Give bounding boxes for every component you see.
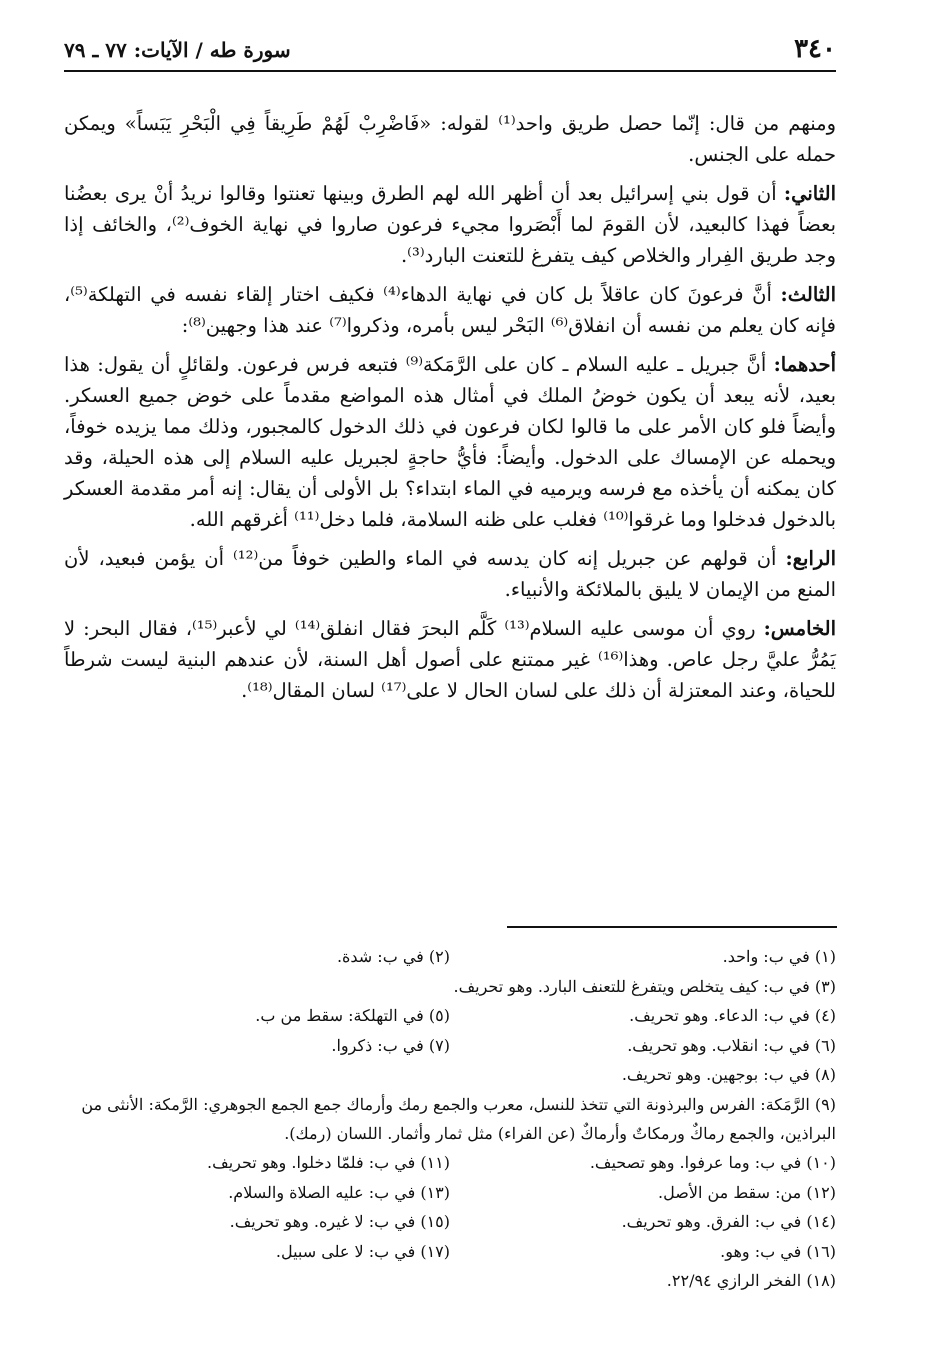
footnote: (١٨) الفخر الرازي ٢٢/٩٤. (666, 1271, 836, 1291)
paragraph-lead: الخامس: (763, 617, 837, 640)
page-number: ٣٤٠ (794, 34, 836, 64)
footnote: (١٣) في ب: عليه الصلاة والسلام. (228, 1182, 450, 1202)
footnote: (٨) في ب: بوجهين. وهو تحريف. (621, 1065, 836, 1085)
paragraph-text: أن قولهم عن جبريل إنه كان يدسه في الماء والطين خوفاً من⁽¹²⁾ أن يؤمن فبعيد، لأن المنع من الإيمان لا يليق بالملائكة والأنبياء. (64, 547, 836, 601)
footnote: (٦) في ب: انقلاب. وهو تحريف. (627, 1035, 836, 1055)
footnote-divider (507, 926, 837, 928)
footnote-row (64, 942, 836, 972)
footnote-row (64, 1001, 836, 1031)
footnote: (٩) الرَّمَكة: الفرس والبرذونة التي تتخذ للنسل، معرب والجمع رمك وأرماك جمع الجمع الجوهري: الرَّمكة: الأنثى من البراذين، والجمع رماكٌ ورمكاتٌ وأرماكٌ (عن الفراء) مثل ثمار وأثمار. اللسان (رمك). (81, 1094, 836, 1143)
footnote: (١٢) من: سقط من الأصل. (658, 1182, 836, 1202)
paragraph (64, 349, 836, 535)
footnote-row (64, 1207, 836, 1237)
paragraph-lead: الثاني: (783, 182, 836, 205)
footnote-row (64, 1148, 836, 1178)
footnote: (١٠) في ب: وما عرفوا. وهو تصحيف. (589, 1152, 836, 1172)
paragraph-text: أنَّ جبريل ـ عليه السلام ـ كان على الرَّمَكة⁽⁹⁾ فتبعه فرس فرعون. ولقائلٍ أن يقول: هذا بعيد، لأنه يبعد أن يكون خوضُ الملك في أمثال هذه المواضع مقدماً على خوض جميع العسكر. وأيضاً فلو كان الأمر على ما قالوا لكان فرعون في ذلك الدخول كالمجبور، وذلك مما يزيده خوفاً، ويحمله عن الإمساك على الدخول. وأيضاً: فأيُّ حاجةٍ لجبريل عليه السلام إلى هذه الحيلة، وقد كان يمكنه أن يأخذه مع فرسه ويرميه في الماء ابتداء؟ بل الأولى أن يقال: إنه أمر مقدمة العسكر بالدخول فدخلوا وما غرقوا⁽¹⁰⁾ فغلب على ظنه السلامة، فلما دخل⁽¹¹⁾ أغرقهم الله. (64, 353, 836, 531)
footnote-row (64, 1060, 836, 1090)
footnote: (٧) في ب: ذكروا. (331, 1035, 450, 1055)
footnote: (٤) في ب: الدعاء. وهو تحريف. (629, 1006, 836, 1026)
footnote: (١١) في ب: فلمّا دخلوا. وهو تحريف. (207, 1152, 450, 1172)
footnote: (٥) في التهلكة: سقط من ب. (255, 1006, 450, 1026)
footnote: (١٥) في ب: لا غيره. وهو تحريف. (229, 1212, 450, 1232)
paragraph (64, 543, 836, 605)
paragraph-text: روي أن موسى عليه السلام⁽¹³⁾ كَلَّم البحرَ فقال انفلق⁽¹⁴⁾ لي لأعبر⁽¹⁵⁾، فقال البحر: لا يَمُرُّ عليَّ رجل عاص. وهذا⁽¹⁶⁾ غير ممتنع على أصول أهل السنة، لأن عندهم البنية ليست شرطاً للحياة، وعند المعتزلة أن ذلك على لسان الحال لا على⁽¹⁷⁾ لسان المقال⁽¹⁸⁾. (64, 617, 836, 702)
footnote: (١٧) في ب: لا على سبيل. (275, 1241, 450, 1261)
paragraph-text: أن قول بني إسرائيل بعد أن أظهر الله لهم الطرق وبينها تعنتوا وقالوا نريدُ أنْ يرى بعضُنا بعضاً فهذا كالبعيد، لأن القومَ لما أَبْصَروا مجيء فرعون صاروا في نهاية الخوف⁽²⁾، والخائف إذا وجد طريق الفِرار والخلاص كيف يتفرغ للتعنت البارد⁽³⁾. (64, 182, 837, 267)
paragraph (64, 178, 836, 271)
paragraph-lead: أحدهما: (773, 353, 837, 376)
main-text (64, 108, 836, 714)
page-header (64, 30, 836, 72)
footnote-row (64, 1031, 836, 1061)
footnote-row (64, 1237, 836, 1267)
footnote-row (64, 1178, 836, 1208)
footnote: (٣) في ب: كيف يتخلص ويتفرغ للتعنف البارد. وهو تحريف. (453, 976, 836, 996)
footnote: (١٤) في ب: الفرق. وهو تحريف. (621, 1212, 836, 1232)
paragraph (64, 613, 836, 706)
footnote: (٢) في ب: شدة. (336, 947, 450, 966)
paragraph-lead: الثالث: (780, 283, 837, 306)
footnote: (١) في ب: واحد. (722, 947, 836, 966)
paragraph (64, 279, 836, 341)
footnote-row (64, 1090, 836, 1148)
paragraph-text: ومنهم من قال: إنّما حصل طريق واحد⁽¹⁾ لقوله: «فَاضْرِبْ لَهُمْ طَرِيقاً فِي الْبَحْرِ يَبَساً» ويمكن حمله على الجنس. (64, 112, 837, 166)
paragraph-lead: الرابع: (785, 547, 836, 570)
paragraph (64, 108, 836, 170)
footnote: (١٦) في ب: وهو. (720, 1241, 836, 1261)
footnotes (64, 942, 836, 1296)
footnote-row (64, 1266, 836, 1296)
running-title: سورة طه / الآيات: ٧٧ ـ ٧٩ (64, 38, 291, 62)
paragraph-text: أنَّ فرعونَ كان عاقلاً بل كان في نهاية الدهاء⁽⁴⁾ فكيف اختار إلقاء نفسه في التهلكة⁽⁵⁾، فإنه كان يعلم من نفسه أن انفلاق⁽⁶⁾ البَحْر ليس بأمره، وذكروا⁽⁷⁾ عند هذا وجهين⁽⁸⁾: (64, 283, 836, 337)
footnote-row (64, 972, 836, 1002)
